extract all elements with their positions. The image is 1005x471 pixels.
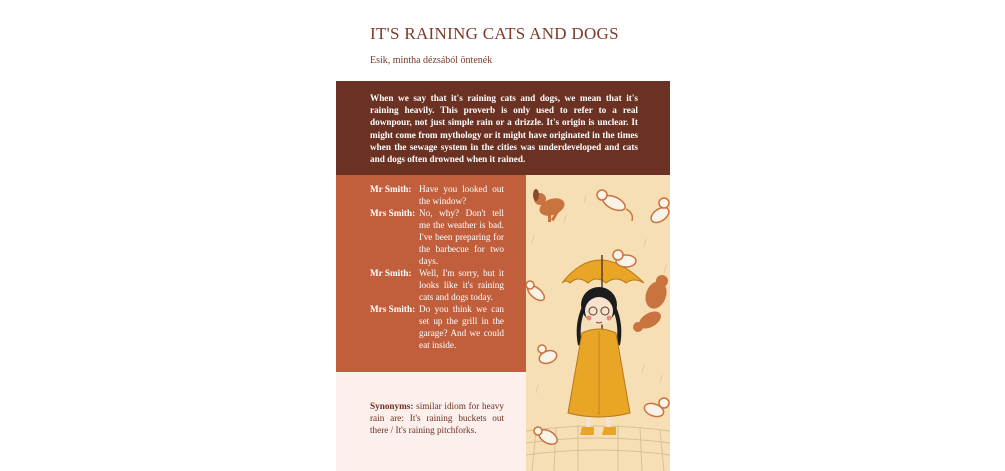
speech-text: Have you looked out the window?: [419, 184, 504, 206]
page-subtitle: Esik, mintha dézsából öntenék: [370, 55, 493, 66]
falling-cat-icon: [597, 190, 632, 221]
intro-text: When we say that it's raining cats and dogs, we mean that it's raining heavily. This proverb is only used to refer to a real downpour, not just simple rain or a drizzle. It's origin is unclear. It might come from mythology or it might have originated in the times when the sewage system in the cities was underdeveloped and cats and dogs often drowned when it rained.: [370, 93, 638, 165]
falling-dog-icon: [633, 308, 664, 332]
speaker-label: Mr Smith:: [370, 184, 412, 194]
page-title: IT'S RAINING CATS AND DOGS: [370, 24, 619, 43]
dialogue-line: [370, 267, 504, 303]
synonyms-panel: [336, 372, 526, 471]
intro-panel: [336, 81, 670, 175]
speech-text: No, why? Don't tell me the weather is bad. I've been preparing for the barbecue for two days.: [419, 208, 504, 266]
falling-dog-icon: [642, 275, 670, 312]
dialogue-line: [370, 183, 504, 207]
falling-cat-icon: [537, 345, 558, 366]
speaker-label: Mrs Smith:: [370, 304, 416, 314]
falling-cat-icon: [648, 198, 670, 226]
falling-cat-icon: [526, 281, 547, 303]
synonyms-text: similar idiom for heavy rain are: It's raining buckets out there / It's raining pitchforks.: [370, 401, 504, 435]
girl-icon: [568, 287, 630, 435]
falling-dog-icon: [533, 189, 567, 222]
dialogue-line: [370, 207, 504, 267]
speech-text: Well, I'm sorry, but it looks like it's raining cats and dogs today.: [419, 268, 504, 302]
speech-text: Do you think we can set up the grill in the garage? And we could eat inside.: [419, 304, 504, 350]
speaker-label: Mr Smith:: [370, 268, 412, 278]
dialogue-line: [370, 303, 504, 351]
speaker-label: Mrs Smith:: [370, 208, 416, 218]
falling-cat-icon: [643, 398, 669, 419]
synonyms-label: Synonyms:: [370, 401, 414, 411]
dialogue-panel: [336, 175, 526, 372]
girl-with-umbrella-cats-dogs-illustration: [526, 175, 670, 471]
